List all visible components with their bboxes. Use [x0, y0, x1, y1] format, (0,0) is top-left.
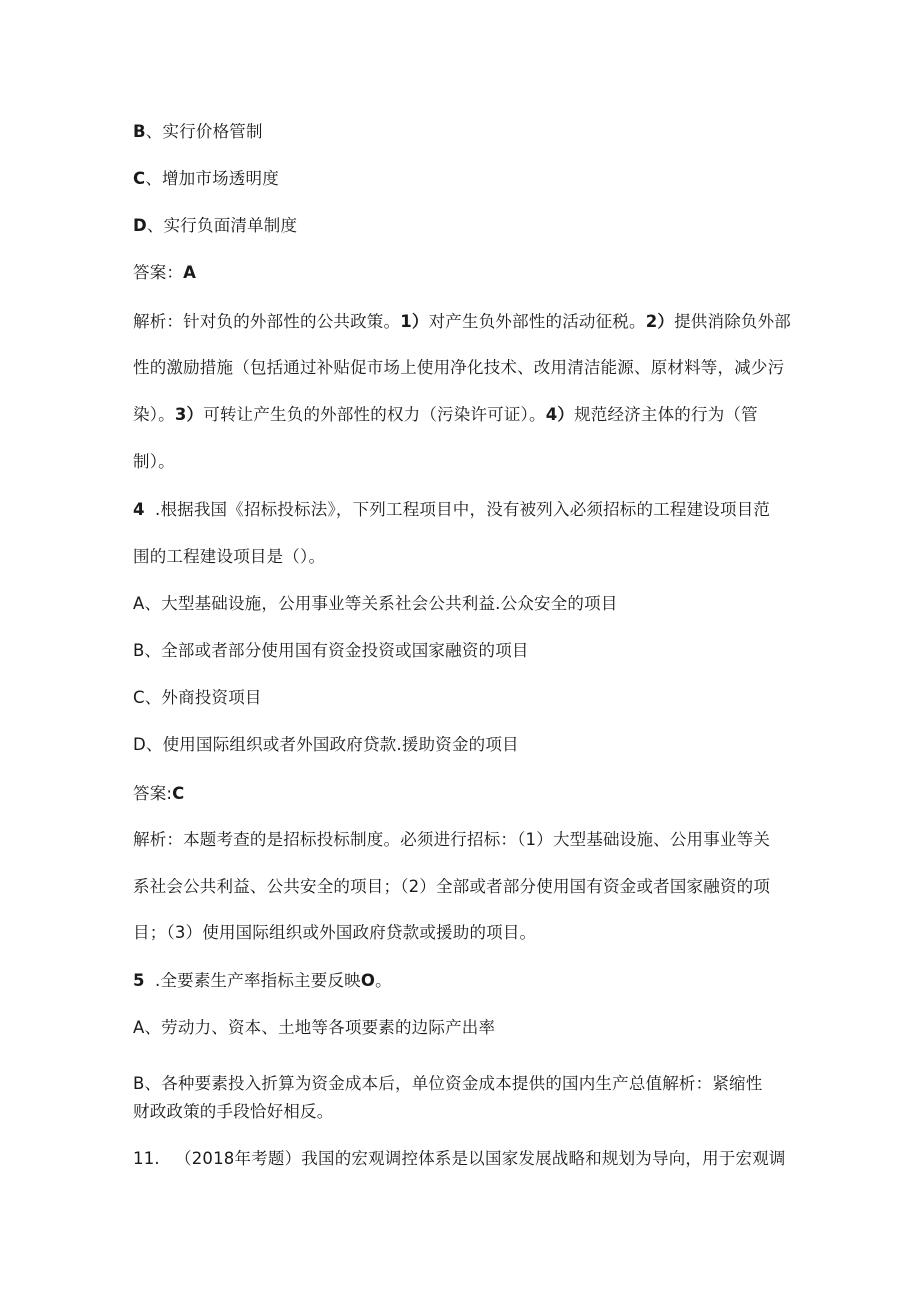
- q3-analysis-text: 提供消除负外部: [674, 312, 791, 331]
- q3-option-d: [133, 215, 798, 237]
- q3-option-d-letter: D: [133, 216, 147, 235]
- q3-analysis-line-3: [133, 404, 798, 426]
- q4-stem-line-2: 围的工程建设项目是（）。: [133, 547, 326, 566]
- q11-stem-line-1: [133, 1148, 798, 1170]
- q4-number: 4: [133, 500, 145, 519]
- q5-stem: [133, 970, 798, 992]
- q3-option-d-text: 、实行负面清单制度: [146, 216, 298, 235]
- q5-option-b-line-2: 财政政策的手段恰好相反。: [133, 1102, 334, 1121]
- q3-option-b-text: 、实行价格管制: [145, 122, 263, 141]
- q5-stem-blank: O: [360, 971, 376, 990]
- q3-option-c-text: 、增加市场透明度: [145, 169, 279, 188]
- q3-analysis-line-2: 性的激励措施（包括通过补贴促市场上使用净化技术、改用清洁能源、原材料等，减少污: [133, 358, 785, 377]
- q3-option-c-letter: C: [133, 169, 146, 188]
- q3-option-c: [133, 168, 798, 190]
- q4-stem-line-1: [133, 499, 798, 521]
- q3-analysis-text: 染）。: [133, 405, 175, 424]
- q4-analysis-line-2: 系社会公共利益、公共安全的项目；（2）全部或者部分使用国有资金或者国家融资的项: [133, 877, 771, 896]
- q4-option-a: A、大型基础设施，公用事业等关系社会公共利益.公众安全的项目: [133, 594, 618, 613]
- q3-analysis-text: 可转让产生负的外部性的权力（污染许可证）。: [203, 405, 546, 424]
- q4-answer: [133, 783, 798, 805]
- q5-option-b-line-1: B、各种要素投入折算为资金成本后，单位资金成本提供的国内生产总值解析：紧缩性: [133, 1074, 763, 1093]
- q3-analysis-text: 规范经济主体的行为（管: [574, 405, 758, 424]
- q4-option-c: C、外商投资项目: [133, 688, 262, 707]
- q3-analysis-number: 1）: [400, 312, 429, 331]
- q3-analysis-number: 2）: [645, 312, 675, 331]
- q5-stem-text: .全要素生产率指标主要反映: [155, 971, 361, 990]
- q3-option-b: [133, 121, 798, 143]
- q3-analysis-text: 解析：针对负的外部性的公共政策。: [133, 312, 401, 331]
- q4-answer-value: C: [172, 784, 185, 803]
- q3-answer-value: A: [183, 263, 197, 282]
- q4-answer-label: 答案:: [133, 784, 173, 803]
- q11-stem-text: （2018年考题）我国的宏观调控体系是以国家发展战略和规划为导向，用于宏观调: [175, 1149, 786, 1168]
- q5-option-a: A、劳动力、资本、土地等各项要素的边际产出率: [133, 1018, 496, 1037]
- q5-number: 5: [133, 971, 145, 990]
- q3-option-b-letter: B: [133, 122, 146, 141]
- q3-analysis-number: 4）: [545, 405, 575, 424]
- q4-option-b: B、全部或者部分使用国有资金投资或国家融资的项目: [133, 641, 529, 660]
- q4-analysis-line-3: 目；（3）使用国际组织或外国政府贷款或援助的项目。: [133, 923, 537, 942]
- q4-option-d: D、使用国际组织或者外国政府贷款.援助资金的项目: [133, 735, 519, 754]
- q3-analysis-line-4: 制）。: [133, 452, 175, 471]
- q4-analysis-line-1: 解析：本题考查的是招标投标制度。必须进行招标：（1）大型基础设施、公用事业等关: [133, 830, 771, 849]
- q4-stem-text: .根据我国《招标投标法》，下列工程项目中，没有被列入必须招标的工程建设项目范: [155, 500, 771, 519]
- q3-analysis-line-1: [133, 311, 798, 333]
- q5-stem-end: 。: [375, 971, 392, 990]
- q3-analysis-number: 3）: [174, 405, 204, 424]
- q3-analysis-text: 对产生负外部性的活动征税。: [428, 312, 646, 331]
- q11-number: 11.: [133, 1149, 160, 1168]
- q3-answer-label: 答案：: [133, 263, 184, 282]
- q3-answer: [133, 262, 798, 284]
